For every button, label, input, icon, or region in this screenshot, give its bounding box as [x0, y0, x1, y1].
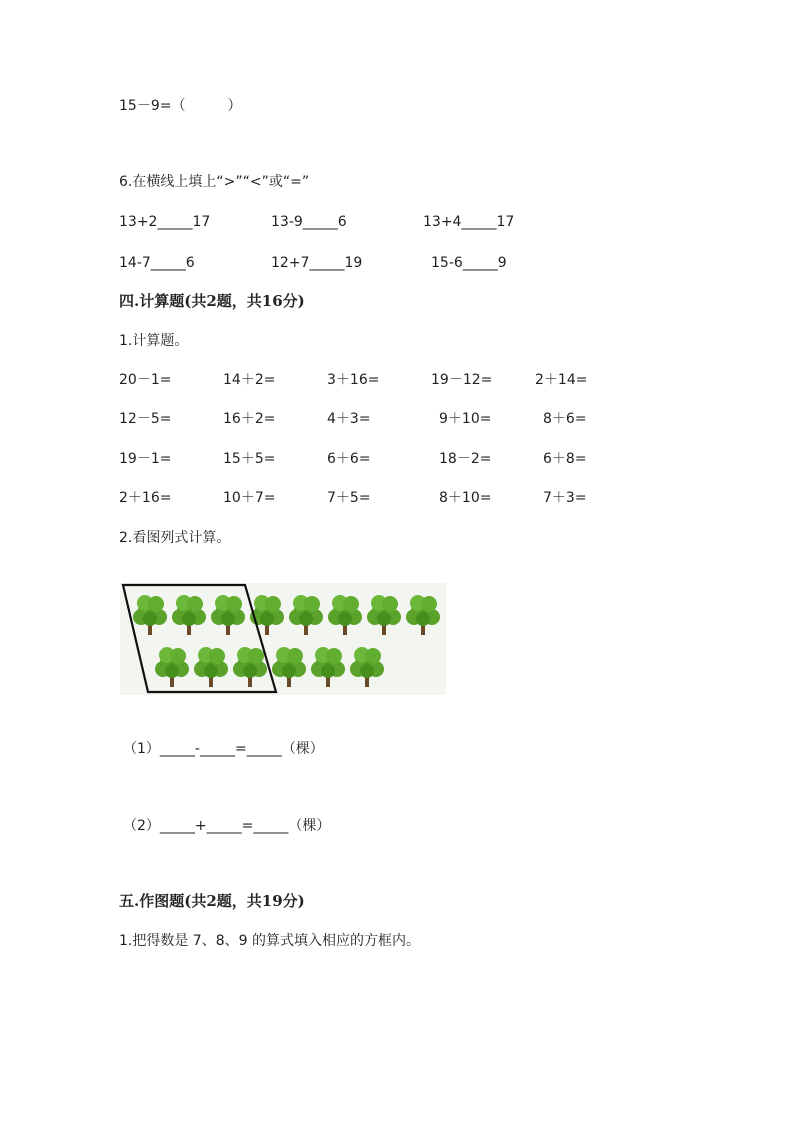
calc-item: 19－1= [119, 451, 172, 467]
compare-item: 12+7_____19 [271, 255, 363, 271]
calc-item: 12－5= [119, 411, 172, 427]
calc-item: 18－2= [439, 451, 492, 467]
picture-question-title: 2.看图列式计算。 [119, 530, 231, 546]
calc-item: 8＋6= [543, 411, 587, 427]
calc-item: 2＋16= [119, 490, 172, 506]
calc-item: 20－1= [119, 372, 172, 388]
answer-line-subtraction: （1）_____-_____=_____（棵） [123, 741, 324, 757]
calc-item: 3＋16= [327, 372, 380, 388]
question-6-title: 6.在横线上填上“>”“<”或“=” [119, 174, 310, 190]
compare-item: 13-9_____6 [271, 214, 347, 230]
calc-item: 4＋3= [327, 411, 371, 427]
calc-item: 9＋10= [439, 411, 492, 427]
calc-item: 15＋5= [223, 451, 276, 467]
compare-item: 14-7_____6 [119, 255, 195, 271]
trees-figure [118, 577, 448, 699]
section-5-heading: 五.作图题(共2题，共19分) [119, 892, 305, 910]
previous-problem: 15－9=（ ） [119, 98, 242, 114]
drawing-question-title: 1.把得数是 7、8、9 的算式填入相应的方框内。 [119, 933, 420, 949]
calc-item: 6＋8= [543, 451, 587, 467]
calc-item: 14＋2= [223, 372, 276, 388]
calc-item: 6＋6= [327, 451, 371, 467]
calc-question-title: 1.计算题。 [119, 333, 189, 349]
figure-background [120, 583, 446, 695]
answer-line-addition: （2）_____+_____=_____（棵） [123, 818, 331, 834]
section-4-heading: 四.计算题(共2题，共16分) [119, 292, 305, 310]
compare-item: 15-6_____9 [431, 255, 507, 271]
calc-item: 16＋2= [223, 411, 276, 427]
calc-item: 10＋7= [223, 490, 276, 506]
compare-item: 13+2_____17 [119, 214, 211, 230]
compare-item: 13+4_____17 [423, 214, 515, 230]
calc-item: 7＋5= [327, 490, 371, 506]
calc-item: 19－12= [431, 372, 493, 388]
calc-item: 2＋14= [535, 372, 588, 388]
calc-item: 7＋3= [543, 490, 587, 506]
calc-item: 8＋10= [439, 490, 492, 506]
